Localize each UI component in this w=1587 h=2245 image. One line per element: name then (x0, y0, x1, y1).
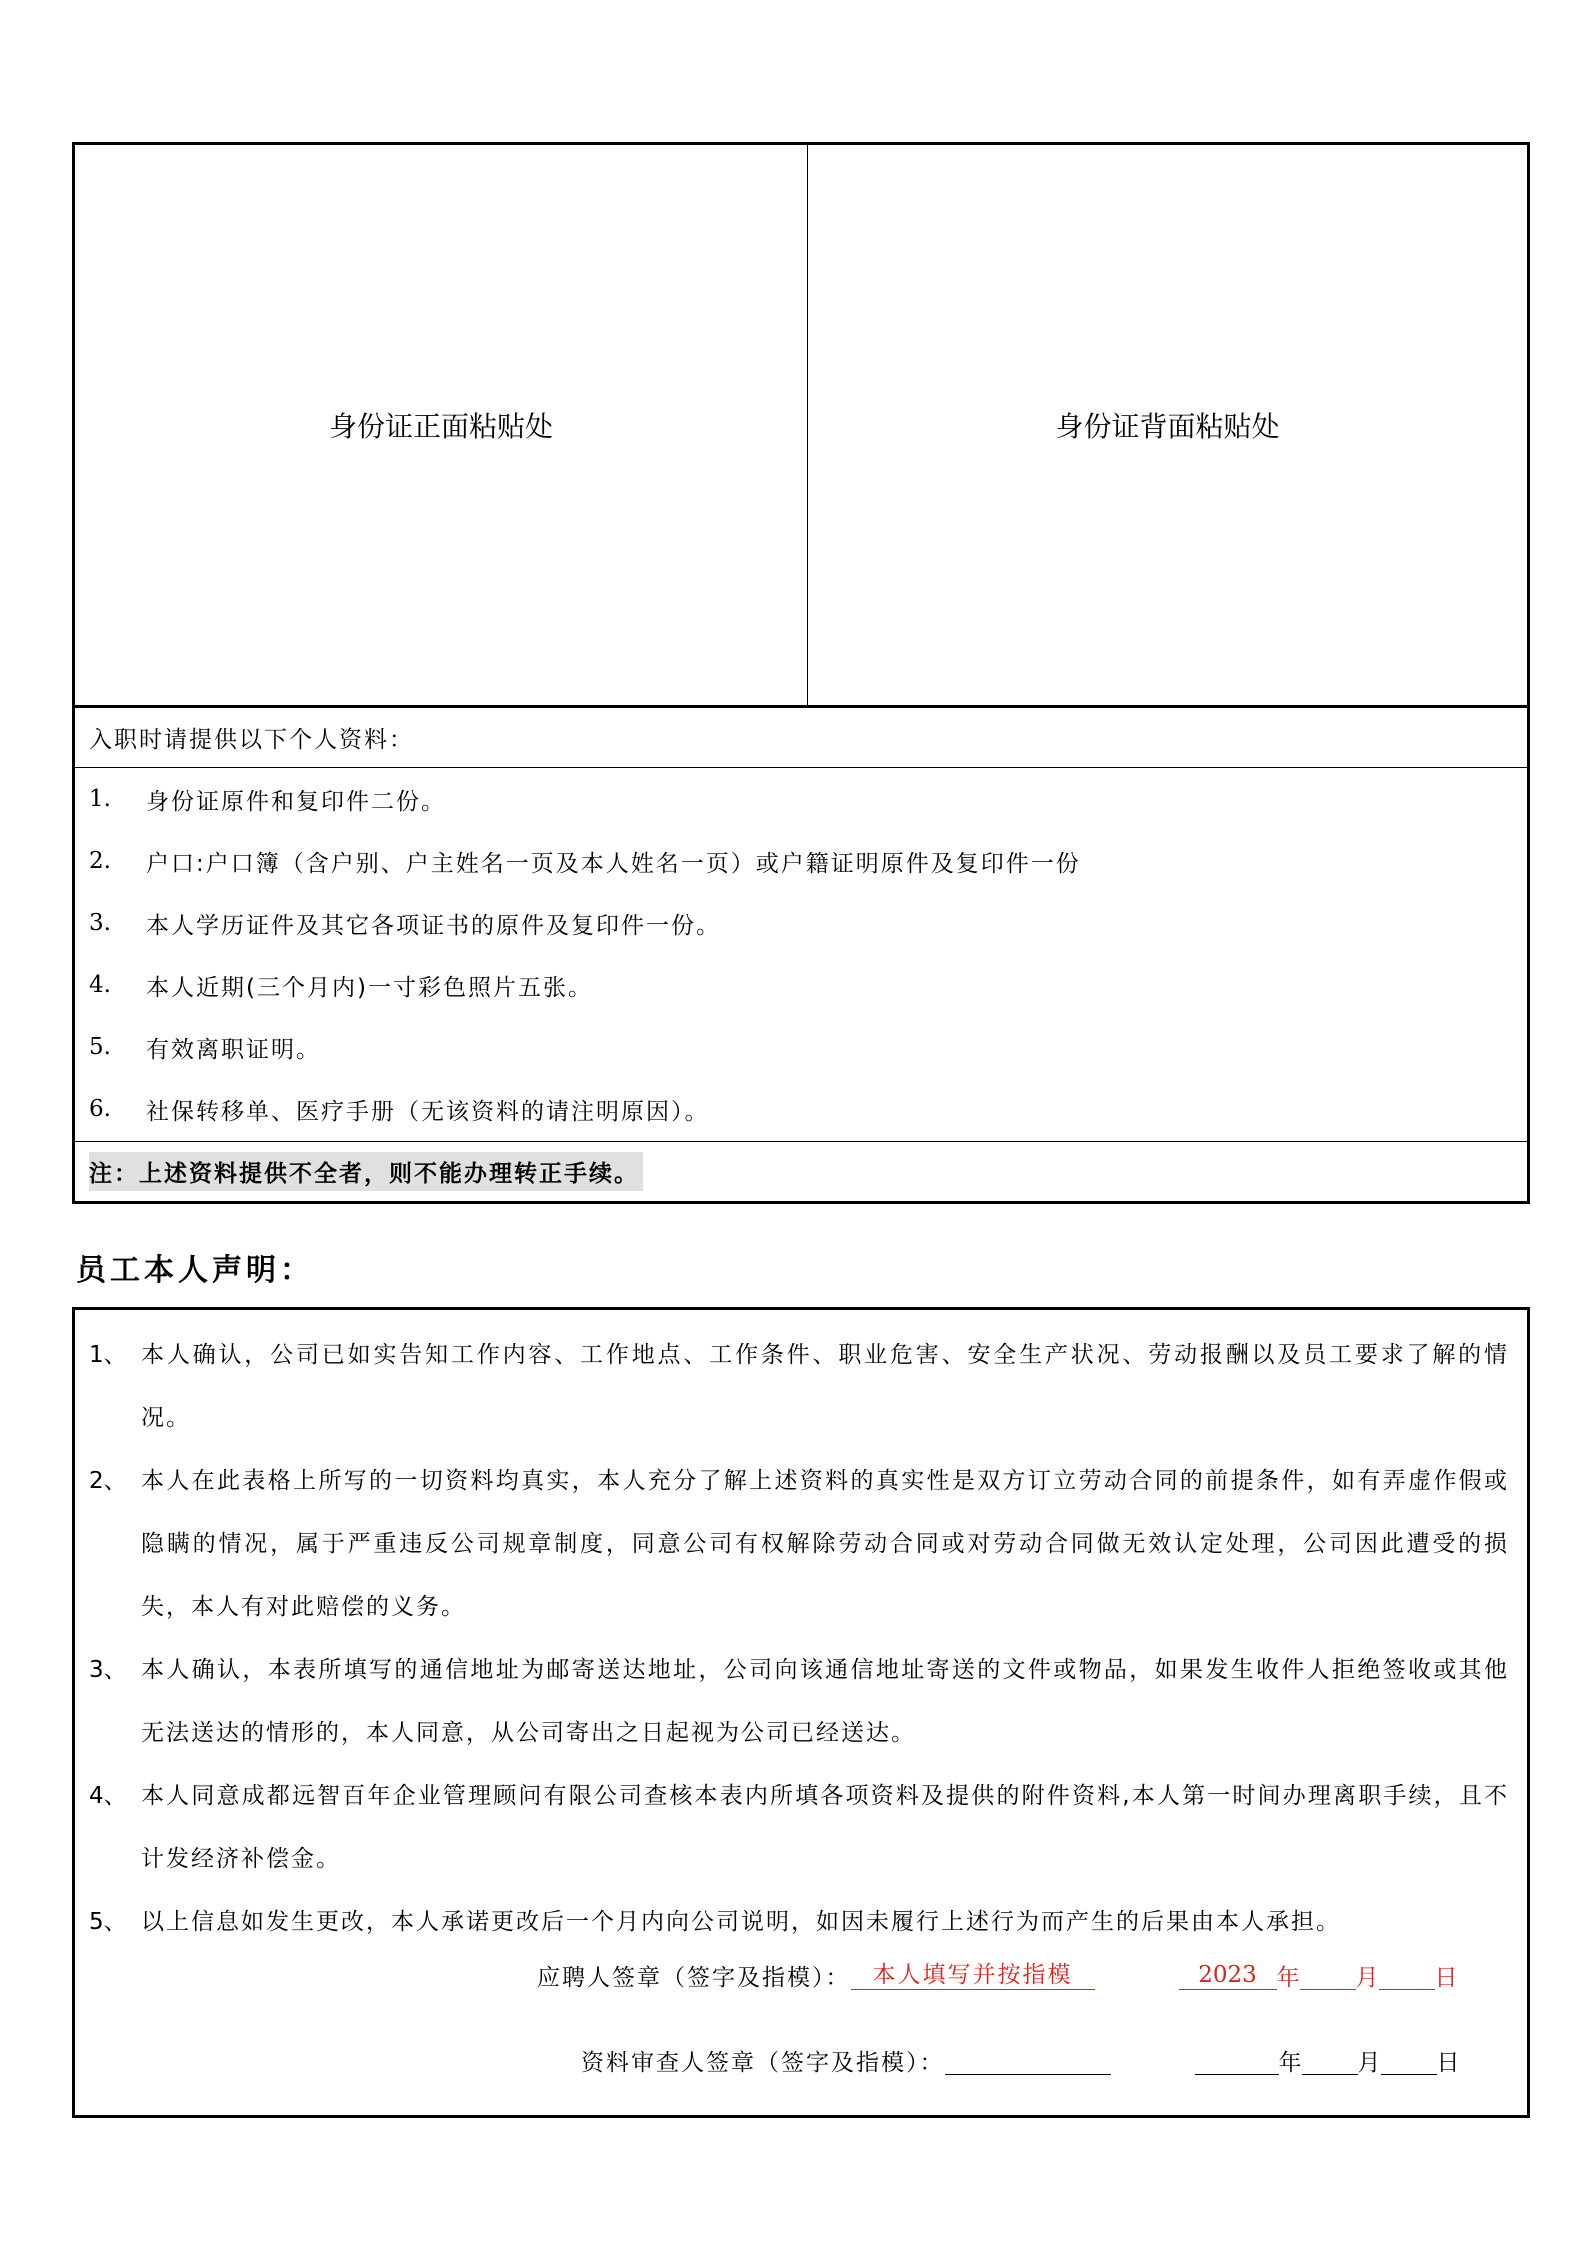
id-and-documents-table (72, 142, 1530, 1204)
declaration-box (72, 1307, 1530, 2118)
item-number: 1. (89, 786, 111, 812)
list-item (89, 768, 1509, 830)
declaration-item (89, 1324, 1509, 1450)
required-documents-note (89, 1145, 643, 1197)
declaration-item (89, 1450, 1509, 1639)
list-item (89, 1078, 1509, 1140)
applicant-signature-field[interactable]: 本人填写并按指模 (851, 1961, 1095, 1990)
item-text: 本人学历证件及其它各项证书的原件及复印件一份。 (146, 912, 721, 939)
applicant-year-field[interactable]: 2023 (1179, 1961, 1277, 1990)
item-text: 身份证原件和复印件二份。 (146, 788, 446, 815)
item-number: 4. (89, 972, 111, 998)
applicant-signature-row (537, 1957, 1458, 1993)
list-item (89, 1016, 1509, 1078)
reviewer-signature-label: 资料审查人签章（签字及指模）： (581, 2049, 945, 2076)
month-unit: 月 (1355, 1964, 1379, 1991)
item-text: 户口:户口簿（含户别、户主姓名一页及本人姓名一页）或户籍证明原件及复印件一份 (146, 850, 1081, 877)
note-text: 注：上述资料提供不全者，则不能办理转正手续。 (89, 1152, 643, 1191)
declaration-title: 员工本人声明： (76, 1253, 314, 1288)
item-text: 本人同意成都远智百年企业管理顾问有限公司查核本表内所填各项资料及提供的附件资料,本人第一时间办理离职手续，且不计发经济补偿金。 (141, 1783, 1509, 1872)
item-text: 社保转移单、医疗手册（无该资料的请注明原因）。 (146, 1098, 710, 1125)
year-unit: 年 (1276, 1964, 1300, 1991)
declaration-list (89, 1324, 1509, 1954)
item-number: 3. (89, 910, 111, 936)
year-unit: 年 (1278, 2049, 1302, 2076)
reviewer-day-field[interactable] (1381, 2046, 1437, 2075)
id-card-back-paste-area (808, 145, 1527, 705)
id-card-front-paste-area (75, 145, 808, 705)
item-text: 本人确认，公司已如实告知工作内容、工作地点、工作条件、职业危害、安全生产状况、劳动报酬以及员工要求了解的情况。 (141, 1342, 1509, 1431)
item-number: 2. (89, 848, 111, 874)
table-divider (75, 1141, 1527, 1142)
item-text: 本人近期(三个月内)一寸彩色照片五张。 (146, 974, 593, 1001)
item-text: 有效离职证明。 (146, 1036, 321, 1063)
declaration-item (89, 1639, 1509, 1765)
required-documents-heading: 入职时请提供以下个人资料： (89, 727, 414, 753)
item-number: 4、 (89, 1783, 127, 1809)
id-card-back-label: 身份证背面粘贴处 (1055, 410, 1280, 443)
reviewer-year-field[interactable] (1195, 2046, 1279, 2075)
id-card-front-label: 身份证正面粘贴处 (328, 410, 553, 443)
declaration-item (89, 1891, 1509, 1954)
day-unit: 日 (1436, 2049, 1460, 2076)
item-number: 3、 (89, 1657, 127, 1683)
list-item (89, 892, 1509, 954)
item-number: 5. (89, 1034, 111, 1060)
applicant-day-field[interactable] (1379, 1961, 1435, 1990)
month-unit: 月 (1357, 2049, 1381, 2076)
list-item (89, 830, 1509, 892)
applicant-signature-label: 应聘人签章（签字及指模）： (537, 1964, 851, 1991)
day-unit: 日 (1434, 1964, 1458, 1991)
reviewer-signature-field[interactable] (945, 2046, 1111, 2075)
item-number: 2、 (89, 1468, 127, 1494)
required-documents-list (89, 768, 1509, 1140)
item-number: 5、 (89, 1909, 127, 1935)
declaration-item (89, 1765, 1509, 1891)
reviewer-month-field[interactable] (1302, 2046, 1358, 2075)
item-text: 本人在此表格上所写的一切资料均真实，本人充分了解上述资料的真实性是双方订立劳动合同的前提条件，如有弄虚作假或隐瞒的情况，属于严重违反公司规章制度，同意公司有权解除劳动合同或对劳动合同做无效认定处理，公司因此遭受的损失，本人有对此赔偿的义务。 (141, 1468, 1509, 1620)
reviewer-signature-row (581, 2042, 1460, 2078)
list-item (89, 954, 1509, 1016)
item-text: 本人确认，本表所填写的通信地址为邮寄送达地址，公司向该通信地址寄送的文件或物品，如果发生收件人拒绝签收或其他无法送达的情形的，本人同意，从公司寄出之日起视为公司已经送达。 (141, 1657, 1509, 1746)
item-text: 以上信息如发生更改，本人承诺更改后一个月内向公司说明，如因未履行上述行为而产生的后果由本人承担。 (141, 1909, 1341, 1935)
item-number: 1、 (89, 1342, 127, 1368)
applicant-month-field[interactable] (1300, 1961, 1356, 1990)
item-number: 6. (89, 1096, 111, 1122)
